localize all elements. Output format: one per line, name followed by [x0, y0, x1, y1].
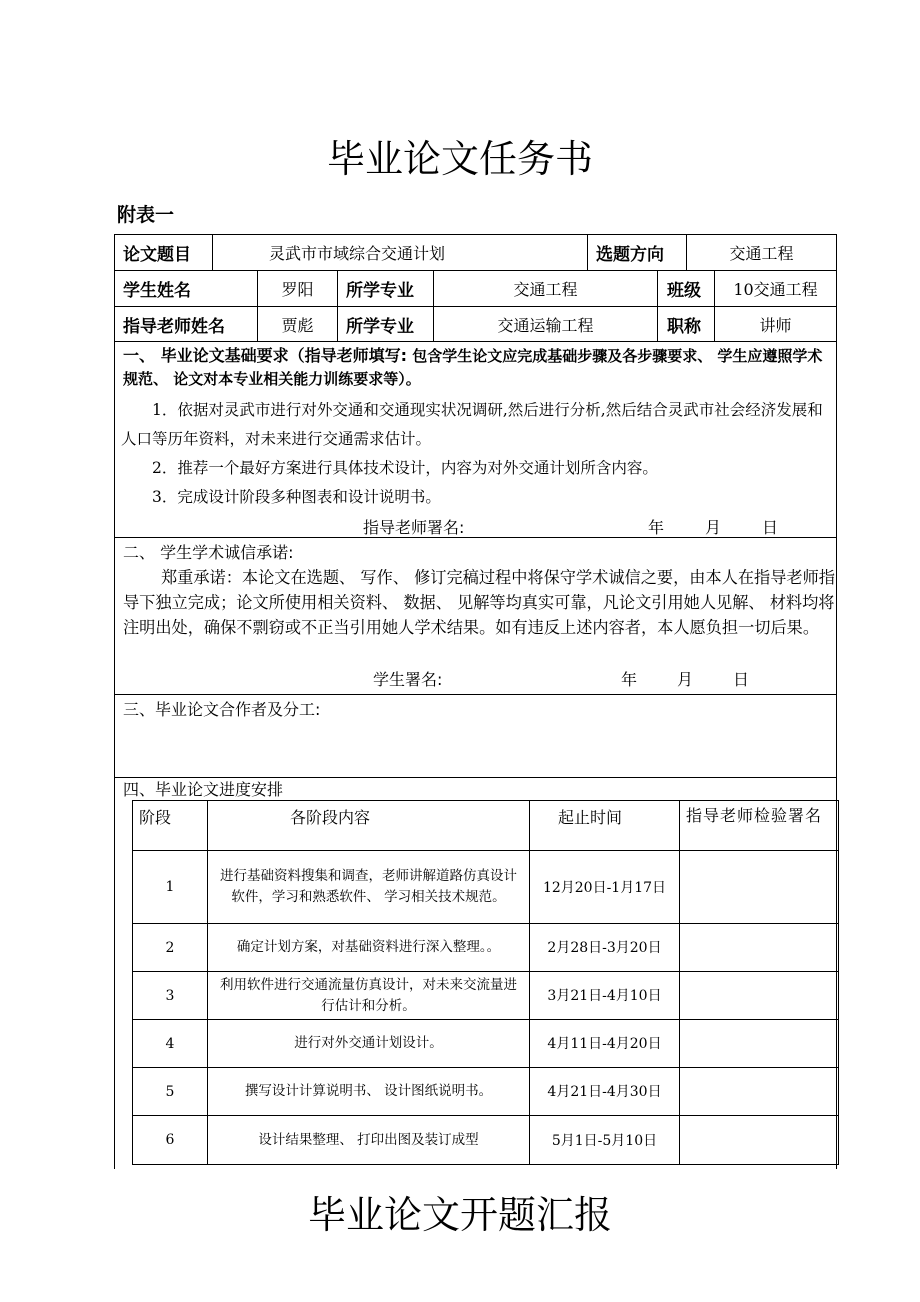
- requirement-item-3: 3．完成设计阶段多种图表和设计说明书。: [152, 488, 441, 506]
- topic-row: [114, 234, 837, 271]
- student-signature-label: 学生署名:: [373, 670, 443, 689]
- stage-check: [680, 1116, 839, 1165]
- stage-content: 确定计划方案，对基础资料进行深入整理。。: [208, 924, 530, 972]
- schedule-table: [132, 800, 839, 1165]
- advisor-sign-year: 年: [648, 518, 665, 537]
- advisor-major-label: 所学专业: [337, 307, 433, 341]
- student-major-label: 所学专业: [337, 271, 433, 306]
- section1-heading: 一、 毕业论文基础要求（: [123, 346, 305, 365]
- table-row: [133, 924, 839, 972]
- stage-time: 2月28日-3月20日: [530, 924, 680, 972]
- schedule-header-row: [133, 801, 839, 851]
- task-form: [114, 234, 837, 1169]
- student-sign-year: 年: [621, 670, 638, 689]
- topic-value: 灵武市市域综合交通计划: [212, 235, 587, 270]
- stage-check: [680, 851, 839, 924]
- class-value: 10交通工程: [714, 271, 836, 306]
- stage-check: [680, 1068, 839, 1116]
- stage-number: 2: [133, 924, 208, 972]
- requirement-item-1: 1．依据对灵武市进行对外交通和交通现实状况调研,然后进行分析,然后结合灵武市社会经济发展和人口等历年资料，对未来进行交通需求估计。: [121, 401, 823, 448]
- section1-heading-block: [123, 344, 830, 391]
- advisor-title-label: 职称: [657, 307, 714, 341]
- student-label: 学生姓名: [123, 281, 191, 301]
- student-sign-month: 月: [677, 670, 694, 689]
- section2-heading: 二、 学生学术诚信承诺:: [123, 543, 294, 562]
- stage-time: 4月21日-4月30日: [530, 1068, 680, 1116]
- stage-content: 进行对外交通计划设计。: [208, 1020, 530, 1068]
- table-row: [133, 851, 839, 924]
- stage-content: 进行基础资料搜集和调查，老师讲解道路仿真设计软件，学习和熟悉软件、 学习相关技术规范。: [208, 851, 530, 924]
- stage-number: 6: [133, 1116, 208, 1165]
- topic-label: 论文题目: [123, 245, 191, 265]
- col-time-header: 起止时间: [530, 801, 680, 851]
- advisor-major-value: 交通运输工程: [433, 307, 657, 341]
- direction-label: 选题方向: [587, 235, 686, 270]
- requirement-item-2: 2．推荐一个最好方案进行具体技术设计，内容为对外交通计划所含内容。: [152, 459, 658, 477]
- student-row: [114, 271, 837, 307]
- integrity-pledge: 郑重承诺：本论文在选题、 写作、 修订完稿过程中将保守学术诚信之要，由本人在指导老师指导下独立完成；论文所使用相关资料、 数据、 见解等均真实可靠，凡论文引用她人见解、 材料均将注明出处，确保不剽窃或不正当引用她人学术结果。如有违反上述内容者，本人愿负担一切后果。: [123, 568, 835, 637]
- col-stage-header: 阶段: [133, 801, 208, 851]
- stage-time: 4月11日-4月20日: [530, 1020, 680, 1068]
- stage-number: 5: [133, 1068, 208, 1116]
- table-row: [133, 1068, 839, 1116]
- stage-number: 3: [133, 972, 208, 1020]
- class-label: 班级: [657, 271, 714, 306]
- stage-content: 设计结果整理、 打印出图及装订成型: [208, 1116, 530, 1165]
- stage-content: 利用软件进行交通流量仿真设计，对未来交流量进行估计和分析。: [208, 972, 530, 1020]
- direction-value: 交通工程: [686, 235, 836, 270]
- section4-heading: 四、毕业论文进度安排: [123, 780, 284, 799]
- section1-heading-bold: 指导老师填写:: [304, 346, 407, 365]
- advisor-signature-label: 指导老师署名:: [363, 518, 465, 537]
- stage-time: 5月1日-5月10日: [530, 1116, 680, 1165]
- table-row: [133, 972, 839, 1020]
- advisor-sign-day: 日: [762, 518, 779, 537]
- student-sign-day: 日: [733, 670, 750, 689]
- col-check-header: 指导老师检验署名: [680, 801, 839, 851]
- stage-check: [680, 924, 839, 972]
- stage-time: 12月20日-1月17日: [530, 851, 680, 924]
- section-integrity: [114, 538, 837, 695]
- stage-check: [680, 972, 839, 1020]
- advisor-label: 指导老师姓名: [123, 316, 225, 337]
- stage-content: 撰写设计计算说明书、 设计图纸说明书。: [208, 1068, 530, 1116]
- section-schedule: [114, 778, 837, 1169]
- stage-check: [680, 1020, 839, 1068]
- stage-number: 4: [133, 1020, 208, 1068]
- student-major-value: 交通工程: [433, 271, 657, 306]
- advisor-row: [114, 307, 837, 342]
- section-collaborators: [114, 695, 837, 778]
- student-value: 罗阳: [257, 271, 337, 306]
- advisor-value: 贾彪: [257, 307, 337, 341]
- advisor-title-value: 讲师: [714, 307, 836, 341]
- page-title: 毕业论文任务书: [326, 137, 593, 181]
- stage-number: 1: [133, 851, 208, 924]
- stage-time: 3月21日-4月10日: [530, 972, 680, 1020]
- table-row: [133, 1020, 839, 1068]
- table-row: [133, 1116, 839, 1165]
- next-page-title: 毕业论文开题汇报: [307, 1193, 612, 1237]
- advisor-sign-month: 月: [705, 518, 722, 537]
- attachment-label: 附表一: [117, 204, 175, 226]
- section3-heading: 三、毕业论文合作者及分工:: [123, 700, 321, 719]
- section-requirements: [114, 342, 837, 538]
- col-content-header: 各阶段内容: [208, 801, 530, 851]
- section1-heading-rest: 包含学生论文应完成基础步骤及各步骤要求、 学生应遵照学术规范、 论文对本专业相关能力训练要求等）。: [123, 347, 823, 388]
